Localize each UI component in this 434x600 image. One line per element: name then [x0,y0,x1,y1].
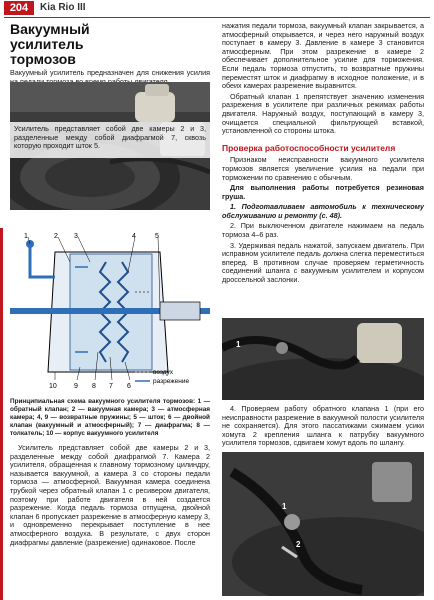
diagram-label-5: 5 [155,233,159,240]
right-paragraph-2: Обратный клапан 1 препятствует значению изменения разрежения в усилителе при различных режимах работы двигателя. Наружный воздух, поступающий в камеру 3, очищается специальной фильтрующей вставкой, установленной со стороны штока. [222,91,424,136]
header-rule [4,17,430,18]
clamp-callout-2: 2 [296,540,301,549]
diagram-label-10: 10 [49,383,57,390]
valve-photo [222,318,424,400]
step-2: 2. При выключенном двигателе нажимаем на педаль тормоза 4–6 раз. [222,221,424,240]
valve-callout-1: 1 [236,340,241,349]
diagram-label-8: 8 [92,383,96,390]
step-3: 3. Удерживая педаль нажатой, запускаем двигатель. При исправном усилителе педаль должна слегка переместиться вперед. В противном случае проверяем герметичность соединений шланга с вакуумным усилителем и корпусом дроссельной заслонки. [222,240,424,285]
step-1: 1. Подготавливаем автомобиль к техническому обслуживанию и ремонту (с. 48). [222,202,424,220]
step-4: 4. Проверяем работу обратного клапана 1 (при его неисправности разрежение в вакуумной полости усилителя не сохраняется). Для этого пассатижами сжимаем усики хомута 2 крепления шланга к патрубку вакуумного усилителя тормозов, сдвигаем хомут вдоль по шлангу. [222,404,424,448]
diagram-label-4: 4 [132,233,136,240]
margin-bar [0,228,3,600]
diagram-label-2: 2 [54,233,58,240]
diagram-label-7: 7 [109,383,113,390]
legend-air: воздух [153,369,174,376]
diagram-label-9: 9 [74,383,78,390]
section-subheading: Проверка работоспособности усилителя [222,142,396,153]
left-column-bottom [10,398,210,549]
diagram-label-6: 6 [127,383,131,390]
right-column-top [222,22,424,287]
book-title: Kia Rio III [40,2,86,13]
right-paragraph-4: Для выполнения работы потребуется резиновая груша. [222,183,424,201]
diagram-label-1: 1 [24,233,28,240]
right-paragraph-1: нажатия педали тормоза, вакуумный клапан закрывается, а атмосферный открывается, и через него наружный воздух поступает в камеру 3. Давление в камере 3 становится атмосферным. При этом разрежение в камере 2 обеспечивает дополнительное усилие для торможения. Если педаль тормоза отпустить, то возвратные пружины переместят шток и диафрагму в исходное положение, и в обеих камерах разрежение выравнится. [222,21,424,91]
right-paragraph-3: Признаком неисправности вакуумного усилителя тормозов является увеличение усилия на педали при торможении по сравнению с обычным. [222,155,424,182]
booster-diagram [10,232,210,392]
page-number: 204 [4,1,34,15]
body-paragraph: Усилитель представляет собой две камеры 2 и 3, разделенные между собой диафрагмой 7. Камера 2 усилителя, обращенная к главному тормозному цилиндру, называется вакуумной, а камера 3 со стороны педали тормоза — атмосферной. Вакуумная камера соединена трубкой через обратный клапан 1 с ресивером двигателя, поэтому при работе двигателя в ней создается разрежение. Когда педаль тормоза отпущена, двойной клапан 6 пропускает разрежение в атмосферную камеру 3, и одновременно перекрывает поступление в нее атмосферного воздуха. В результате, с двух сторон диафрагмы давление (разрежение) одинаковое. После [10,443,210,547]
diagram-caption: Принципиальная схема вакуумного усилителя тормозов: 1 — обратный клапан; 2 — вакуумная камера; 3 — атмосферная камера; 4, 9 — возвратные пружины; 5 — шток; 6 — двойной клапан (вакуумный и атмосферный); 7 — диафрагма; 8 — толкатель; 10 — корпус вакуумного усилителя [10,398,210,437]
section-heading: Вакуумный усилитель тормозов [10,21,90,67]
diagram-label-3: 3 [74,233,78,240]
photo-text: Усилитель представляет собой две камеры 2 и 3, разделенные между собой диафрагмой 7, сквозь которую проходит шток 5. [14,124,206,151]
engine-photo [10,82,210,210]
right-column-step4 [222,405,424,450]
clamp-photo [222,452,424,596]
intro-paragraph: Вакуумный усилитель предназначен для снижения усилия [10,68,210,77]
clamp-callout-1: 1 [282,502,287,511]
legend-vacuum: разрежение [153,378,190,385]
left-column-top [10,22,210,88]
page-header [0,0,434,16]
